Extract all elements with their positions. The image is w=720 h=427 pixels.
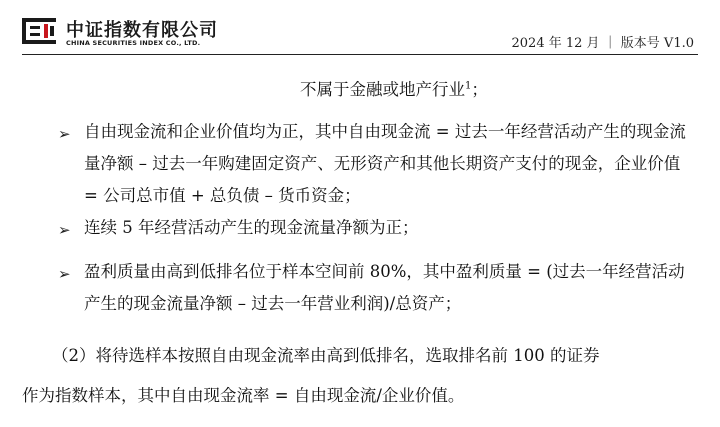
arrow-bullet-icon: ➢: [58, 125, 71, 143]
bullet-earnings-quality: 盈利质量由高到低排名位于样本空间前 80%，其中盈利质量 = (过去一年经营活动产生的现金流量净额 – 过去一年营业利润)/总资产；: [84, 262, 685, 313]
step2-line-1: （2）将待选样本按照自由现金流率由高到低排名，选取排名前 100 的证券: [52, 346, 600, 365]
intro-line: [300, 74, 488, 106]
bullet-free-cash-flow: 自由现金流和企业价值均为正，其中自由现金流 = 过去一年经营活动产生的现金流量净额 – 过去一年购建固定资产、无形资产和其他长期资产支付的现金，企业价值 = 公司总市值 + 总负债 – 货币资金；: [84, 122, 686, 205]
intro-tail: ；: [471, 80, 488, 99]
step2-line-2: 作为指数样本，其中自由现金流率 = 自由现金流/企业价值。: [22, 386, 465, 405]
version-info: 2024 年 12 月 ｜ 版本号 V1.0: [511, 36, 694, 51]
logo-english-name: CHINA SECURITIES INDEX CO., LTD.: [66, 39, 201, 47]
footnote-marker: 1: [465, 80, 472, 92]
arrow-bullet-icon: ➢: [58, 221, 71, 239]
page-header: [0, 0, 720, 56]
arrow-bullet-icon: ➢: [58, 265, 71, 283]
csi-logo-icon: [22, 18, 56, 44]
company-logo: [22, 14, 222, 50]
intro-text: 不属于金融或地产行业: [300, 80, 465, 99]
bullet-operating-cash-flow: 连续 5 年经营活动产生的现金流量净额为正；: [84, 218, 419, 237]
logo-chinese-name: 中证指数有限公司: [66, 20, 218, 41]
header-divider: [22, 54, 698, 55]
